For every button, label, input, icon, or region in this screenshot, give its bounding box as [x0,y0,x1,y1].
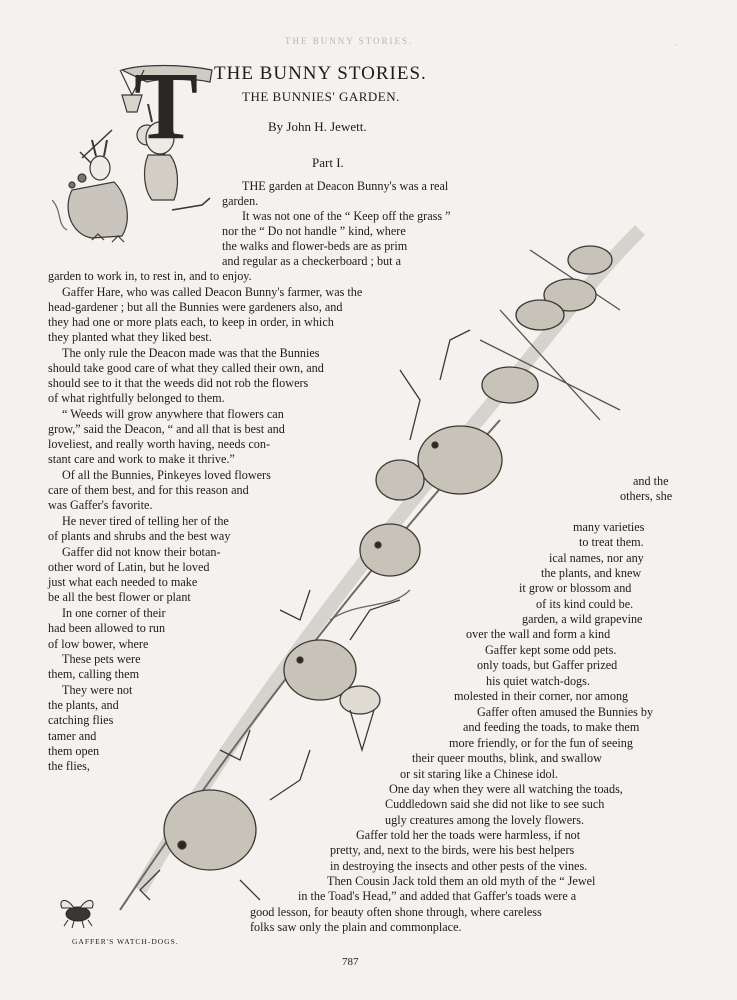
illustration-caption: GAFFER'S WATCH-DOGS. [72,937,179,946]
text-line: nor the “ Do not handle ” kind, where [222,224,406,238]
text-line: was Gaffer's favorite. [48,498,153,512]
text-line: of low bower, where [48,637,149,651]
text-line: folks saw only the plain and commonplace. [250,920,462,934]
text-line: be all the best flower or plant [48,590,191,604]
text-line: the flies, [48,759,90,773]
text-line: Of all the Bunnies, Pinkeyes loved flowers [62,468,271,482]
text-line: should take good care of what they called their own, and [48,361,324,375]
text-line: Gaffer often amused the Bunnies by [477,705,654,719]
text-line: Gaffer kept some odd pets. [485,643,617,657]
text-line: and regular as a checkerboard ; but a [222,254,401,268]
text-line: tamer and [48,729,97,743]
text-line: It was not one of the “ Keep off the grass ” [242,209,451,223]
text-line: Cuddledown said she did not like to see such [385,797,605,811]
text-line: it grow or blossom and [519,581,632,595]
text-line: Then Cousin Jack told them an old myth of the “ Jewel [327,874,596,888]
bleed-through-text-right: · [674,40,677,50]
text-line: of its kind could be. [536,597,634,611]
text-line: loveliest, and really worth having, needs con- [48,437,271,451]
text-line: of what rightfully belonged to them. [48,391,225,405]
text-line: the plants, and knew [541,566,642,580]
article-title: THE BUNNY STORIES. [214,63,427,84]
text-line: Gaffer told her the toads were harmless, if not [356,828,581,842]
text-line: One day when they were all watching the toads, [389,782,623,796]
text-line: others, she [620,489,673,503]
text-line: just what each needed to make [48,575,198,589]
text-line: only toads, but Gaffer prized [477,658,618,672]
text-line: them, calling them [48,667,140,681]
text-line: head-gardener ; but all the Bunnies were gardeners also, and [48,300,343,314]
text-line: garden to work in, to rest in, and to enjoy. [48,269,252,283]
text-line: the plants, and [48,698,119,712]
text-line: molested in their corner, nor among [454,689,629,703]
text-line: These pets were [62,652,141,666]
text-line: stant care and work to make it thrive.” [48,452,235,466]
text-line: to treat them. [579,535,644,549]
text-line: ugly creatures among the lovely flowers. [385,813,584,827]
article-subtitle: THE BUNNIES' GARDEN. [242,89,400,104]
text-line: the walks and flower-beds are as prim [222,239,408,253]
text-line: more friendly, or for the fun of seeing [449,736,633,750]
text-line: In one corner of their [62,606,166,620]
decorated-initial-t: T [133,52,199,159]
text-line: should see to it that the weeds did not rob the flowers [48,376,309,390]
text-line: ical names, nor any [549,551,644,565]
text-line: and the [633,474,669,488]
text-line: pretty, and, next to the birds, were his best helpers [330,843,575,857]
text-line: “ Weeds will grow anywhere that flowers can [62,407,284,421]
text-line: other word of Latin, but he loved [48,560,210,574]
text-line: THE garden at Deacon Bunny's was a real [242,179,449,193]
text-line: They were not [62,683,133,697]
byline: By John H. Jewett. [268,119,367,134]
bee-icon [52,892,102,932]
text-line: his quiet watch-dogs. [486,674,590,688]
text-line: them open [48,744,100,758]
text-line: or sit staring like a Chinese idol. [400,767,559,781]
text-line: He never tired of telling her of the [62,514,229,528]
page-number: 787 [342,956,359,968]
text-line: grow,” said the Deacon, “ and all that is best and [48,422,285,436]
text-line: in destroying the insects and other pests of the vines. [330,859,588,873]
text-line: good lesson, for beauty often shone through, where careless [250,905,542,919]
text-line: many varieties [573,520,645,534]
text-line: Gaffer did not know their botan- [62,545,221,559]
bleed-through-text: THE BUNNY STORIES. [285,36,414,46]
text-line: they planted what they liked best. [48,330,212,344]
text-line: in the Toad's Head,” and added that Gaffer's toads were a [298,889,577,903]
text-line: they had one or more plats each, to keep in order, in which [48,315,334,329]
text-line: of plants and shrubs and the best way [48,529,231,543]
part-heading: Part I. [312,155,344,170]
text-line: and feeding the toads, to make them [463,720,640,734]
text-line: garden. [222,194,259,208]
text-line: had been allowed to run [48,621,166,635]
text-line: Gaffer Hare, who was called Deacon Bunny's farmer, was the [62,285,363,299]
text-line: The only rule the Deacon made was that the Bunnies [62,346,320,360]
text-line: over the wall and form a kind [466,627,611,641]
text-line: garden, a wild grapevine [522,612,643,626]
text-line: their queer mouths, blink, and swallow [412,751,602,765]
text-line: catching flies [48,713,114,727]
text-line: care of them best, and for this reason and [48,483,249,497]
